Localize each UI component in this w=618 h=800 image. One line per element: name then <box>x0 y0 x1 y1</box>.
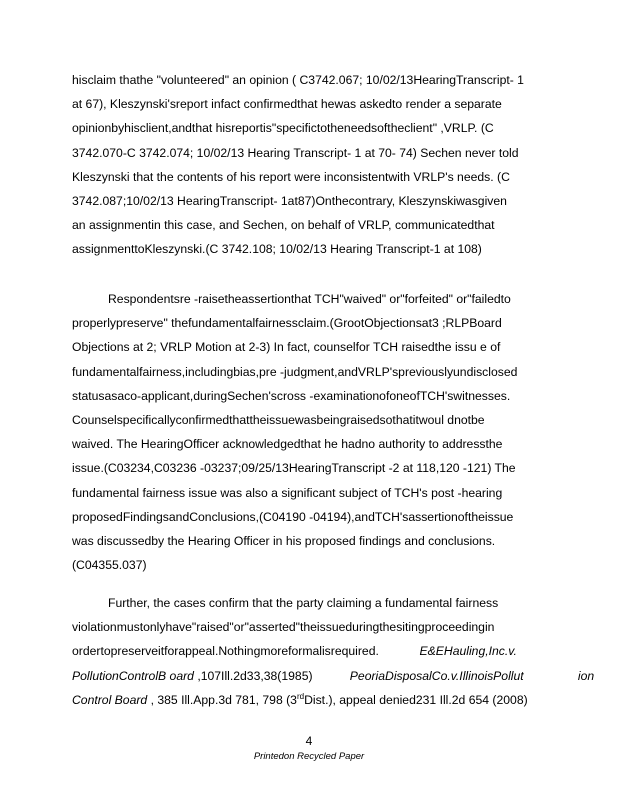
text-line: assignmenttoKleszynski.(C 3742.108; 10/02/13 Hearing Transcript-1 at 108) <box>72 242 482 257</box>
text-line: Kleszynski that the contents of his report were inconsistentwith VRLP's needs. (C <box>72 169 510 184</box>
text-line: was discussedby the Hearing Officer in his proposed findings and conclusions. <box>72 534 496 549</box>
paragraph-3-line: violationmustonlyhave"raised"or"asserted"theissueduringthesitingproceedingin <box>72 620 495 635</box>
text-line: hisclaim thathe "volunteered" an opinion ( C3742.067; 10/02/13HearingTranscript- 1 <box>72 73 524 87</box>
text-line: issue.(C03234,C03236 -03237;09/25/13HearingTranscript -2 at 118,120 -121) The <box>72 461 516 476</box>
text-line: opinionbyhisclient,andthat hisreportis"specifictotheneedsoftheclient" ,VRLP. (C <box>72 121 494 136</box>
text-line: fundamental fairness issue was also a significant subject of TCH's post -hearing <box>72 485 503 500</box>
text-line: 3742.070-C 3742.074; 10/02/13 Hearing Transcript- 1 at 70- 74) Sechen never told <box>72 145 519 160</box>
text-line: at 67), Kleszynski'sreport infact confirmedthat hewas askedto render a separate <box>72 97 502 112</box>
case-name: PollutionControlB oard <box>72 668 194 683</box>
text-line: an assignmentin this case, and Sechen, on behalf of VRLP, communicatedthat <box>72 218 495 233</box>
text-line: (C04355.037) <box>72 558 147 573</box>
text-line: statusasaco-applicant,duringSechen'scross -examinationofoneofTCH'switnesses. <box>72 388 511 403</box>
paragraph-3-line <box>72 664 595 688</box>
text-line: properlypreserve" thefundamentalfairnessclaim.(GrootObjectionsat3 ;RLPBoard <box>72 316 502 331</box>
paragraph-2 <box>72 287 546 577</box>
paragraph-1 <box>72 68 546 262</box>
superscript: rd <box>296 691 305 701</box>
paragraph-3-line <box>72 639 546 663</box>
page-number: 4 <box>305 734 313 748</box>
text-line: proposedFindingsandConclusions,(C04190 -04194),andTCH'sassertionoftheissue <box>72 509 514 524</box>
footer-text: Printedon Recycled Paper <box>253 751 365 762</box>
text-line: Objections at 2; VRLP Motion at 2-3) In fact, counselfor TCH raisedthe issu e of <box>72 340 501 355</box>
case-name: E&EHauling,Inc.v. <box>419 644 517 659</box>
case-name: PeoriaDisposalCo.v.IllinoisPollut <box>349 668 524 683</box>
citation: Dist.), appeal denied231 Ill.2d 654 (2008) <box>304 692 528 707</box>
text-line: Counselspecificallyconfirmedthattheissuewasbeingraisedsothatitwoul dnotbe <box>72 413 485 428</box>
text-line: waived. The HearingOfficer acknowledgedthat he hadno authority to addressthe <box>72 437 503 452</box>
case-name: ion <box>577 668 595 683</box>
citation: , 385 Ill.App.3d 781, 798 (3 <box>147 692 297 707</box>
paragraph-3-line <box>72 688 546 712</box>
text-line: Respondentsre -raisetheassertionthat TCH"waived" or"forfeited" or"failedto <box>108 292 511 306</box>
paragraph-3-line: Further, the cases confirm that the party claiming a fundamental fairness <box>108 596 499 610</box>
case-name: Control Board <box>72 692 148 707</box>
paragraph-3-text: ordertopreserveitforappeal.Nothingmoreformalisrequired. <box>72 644 379 659</box>
paragraph-3 <box>72 591 595 712</box>
text-line: 3742.087;10/02/13 HearingTranscript- 1at87)Onthecontrary, Kleszynskiwasgiven <box>72 194 507 209</box>
citation: ,107Ill.2d33,38(1985) <box>193 668 313 683</box>
text-line: fundamentalfairness,includingbias,pre -judgment,andVRLP'spreviouslyundisclosed <box>72 364 518 379</box>
